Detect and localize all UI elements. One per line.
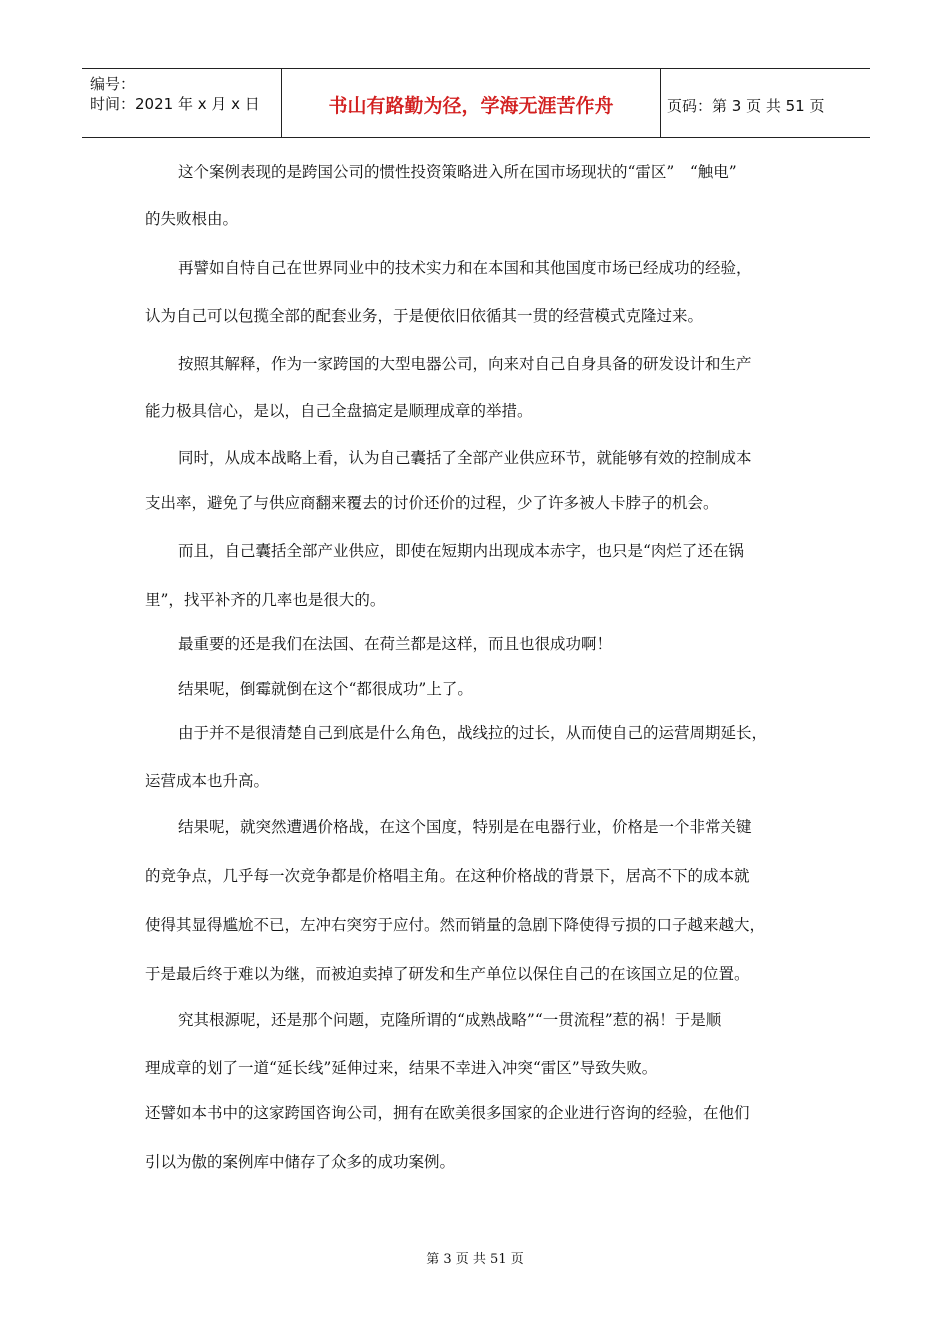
text-line: 而且，自己囊括全部产业供应，即使在短期内出现成本赤字，也只是“肉烂了还在锅	[178, 542, 744, 560]
text-line: 按照其解释，作为一家跨国的大型电器公司，向来对自己自身具备的研发设计和生产	[178, 355, 752, 373]
text-line: 同时，从成本战略上看，认为自己囊括了全部产业供应环节，就能够有效的控制成本	[178, 449, 752, 467]
text-line: 使得其显得尴尬不已，左冲右突穷于应付。然而销量的急剧下降使得亏损的口子越来越大，	[145, 916, 766, 934]
text-line: 最重要的还是我们在法国、在荷兰都是这样，而且也很成功啊！	[178, 635, 613, 653]
header-motto: 书山有路勤为径，学海无涯苦作舟	[328, 95, 614, 117]
text-line: 认为自己可以包揽全部的配套业务，于是便依旧依循其一贯的经营模式克隆过来。	[145, 307, 704, 325]
page-header	[82, 68, 870, 138]
document-number-label: 编号：	[90, 75, 136, 93]
text-line: 由于并不是很清楚自己到底是什么角色，战线拉的过长，从而使自己的运营周期延长，	[178, 724, 768, 742]
text-line: 于是最后终于难以为继，而被迫卖掉了研发和生产单位以保住自己的在该国立足的位置。	[145, 965, 750, 983]
text-line: 的竞争点，几乎每一次竞争都是价格唱主角。在这种价格战的背景下，居高不下的成本就	[145, 867, 750, 885]
text-line: 结果呢，就突然遭遇价格战，在这个国度，特别是在电器行业，价格是一个非常关键	[178, 818, 752, 836]
document-date-label: 时间：2021 年 x 月 x 日	[90, 95, 260, 113]
text-line: 结果呢，倒霉就倒在这个“都很成功”上了。	[178, 680, 473, 698]
text-line: 引以为傲的案例库中储存了众多的成功案例。	[145, 1153, 456, 1171]
text-line: 究其根源呢，还是那个问题，克隆所谓的“成熟战略”“一贯流程”惹的祸！于是顺	[178, 1011, 722, 1029]
header-motto-cell	[282, 69, 661, 137]
text-line: 支出率，避免了与供应商翻来覆去的讨价还价的过程，少了许多被人卡脖子的机会。	[145, 494, 719, 512]
text-line: 还譬如本书中的这家跨国咨询公司，拥有在欧美很多国家的企业进行咨询的经验，在他们	[145, 1104, 750, 1122]
header-page-code: 页码：第 3 页 共 51 页	[667, 97, 825, 115]
text-line: 运营成本也升高。	[145, 772, 270, 790]
header-info-cell	[82, 69, 282, 137]
text-line: 能力极具信心，是以，自己全盘搞定是顺理成章的举措。	[145, 402, 533, 420]
text-line: 再譬如自恃自己在世界同业中的技术实力和在本国和其他国度市场已经成功的经验，	[178, 259, 752, 277]
header-page-cell	[661, 69, 870, 137]
text-line: 这个案例表现的是跨国公司的惯性投资策略进入所在国市场现状的“雷区” “触电”	[178, 163, 737, 181]
page-footer: 第 3 页 共 51 页	[426, 1252, 524, 1267]
text-line: 理成章的划了一道“延长线”延伸过来，结果不幸进入冲突“雷区”导致失败。	[145, 1059, 658, 1077]
text-line: 的失败根由。	[145, 210, 239, 228]
text-line: 里”，找平补齐的几率也是很大的。	[145, 591, 386, 609]
